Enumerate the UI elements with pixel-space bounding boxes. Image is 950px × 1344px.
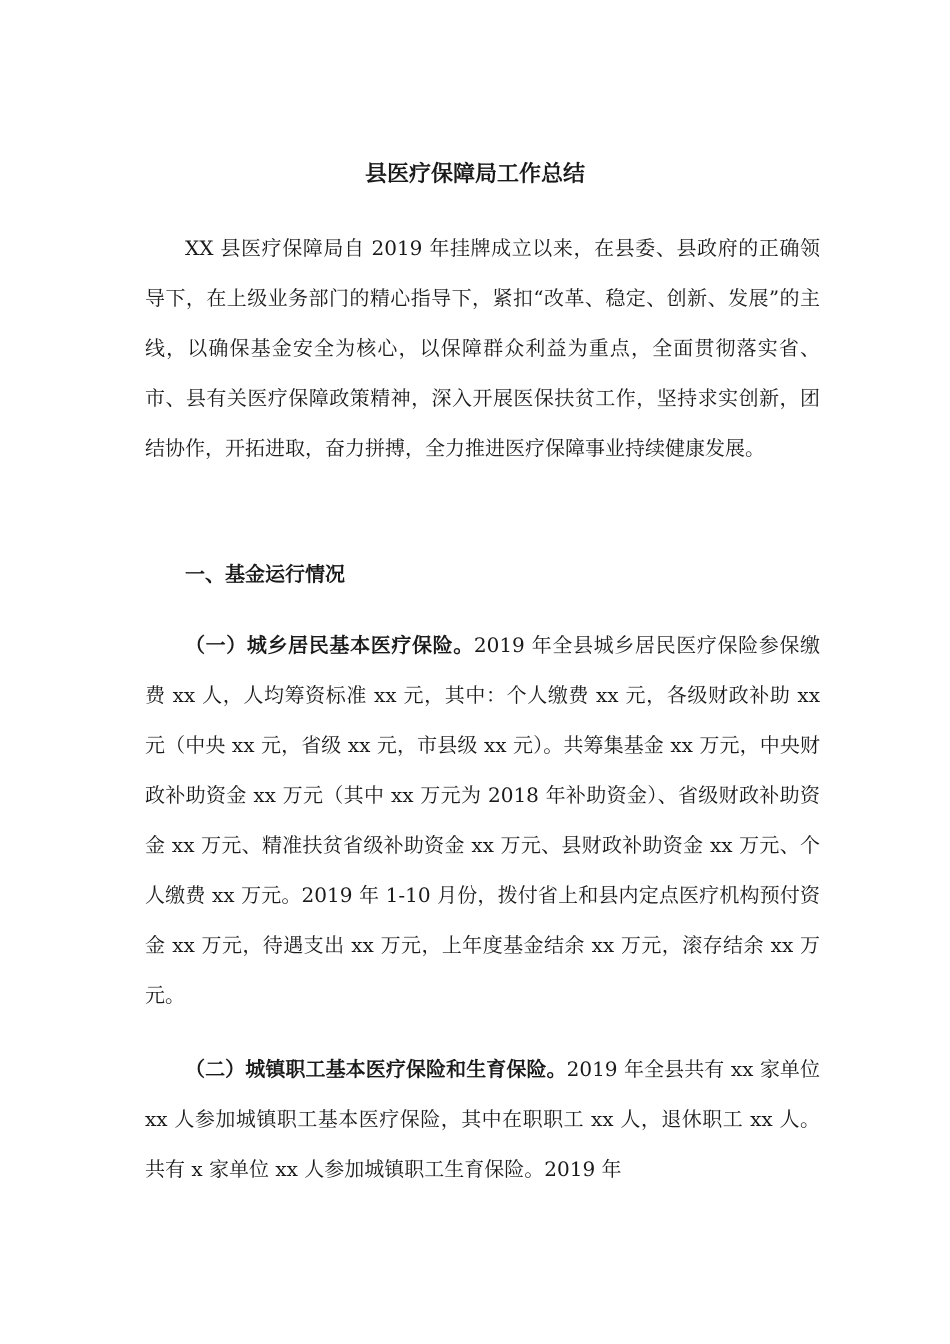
intro-paragraph: XX 县医疗保障局自 2019 年挂牌成立以来，在县委、县政府的正确领导下，在上级业务部门的精心指导下，紧扣“改革、稳定、创新、发展”的主线，以确保基金安全为核心，以保障群众利益为重点，全面贯彻落实省、市、县有关医疗保障政策精神，深入开展医保扶贫工作，坚持求实创新，团结协作，开拓进取，奋力拼搏，全力推进医疗保障事业持续健康发展。: [145, 236, 820, 460]
item1-body: 2019 年全县城乡居民医疗保险参保缴费 xx 人，人均筹资标准 xx 元，其中：个人缴费 xx 元，各级财政补助 xx 元（中央 xx 元，省级 xx 元，市县级 xx 元）。共筹集基金 xx 万元，中央财政补助资金 xx 万元（其中 xx 万元为 2018 年补助资金）、省级财政补助资金 xx 万元、精准扶贫省级补助资金 xx 万元、县财政补助资金 xx 万元、个人缴费 xx 万元。2019 年 1-10 月份，拨付省上和县内定点医疗机构预付资金 xx 万元，待遇支出 xx 万元，上年度基金结余 xx 万元，滚存结余 xx 万元。: [145, 633, 820, 1007]
item2-body: 2019 年全县共有 xx 家单位 xx 人参加城镇职工基本医疗保险，其中在职职工 xx 人，退休职工 xx 人。共有 x 家单位 xx 人参加城镇职工生育保险。2019 年: [145, 1057, 821, 1181]
item2-paragraph: [145, 1044, 820, 1194]
section-heading: 一、基金运行情况: [185, 562, 345, 586]
document-title: 县医疗保障局工作总结: [364, 162, 585, 187]
item1-paragraph: [145, 620, 820, 1020]
item1-lead: （一）城乡居民基本医疗保险。: [185, 633, 474, 657]
item2-lead: （二）城镇职工基本医疗保险和生育保险。: [185, 1057, 567, 1081]
